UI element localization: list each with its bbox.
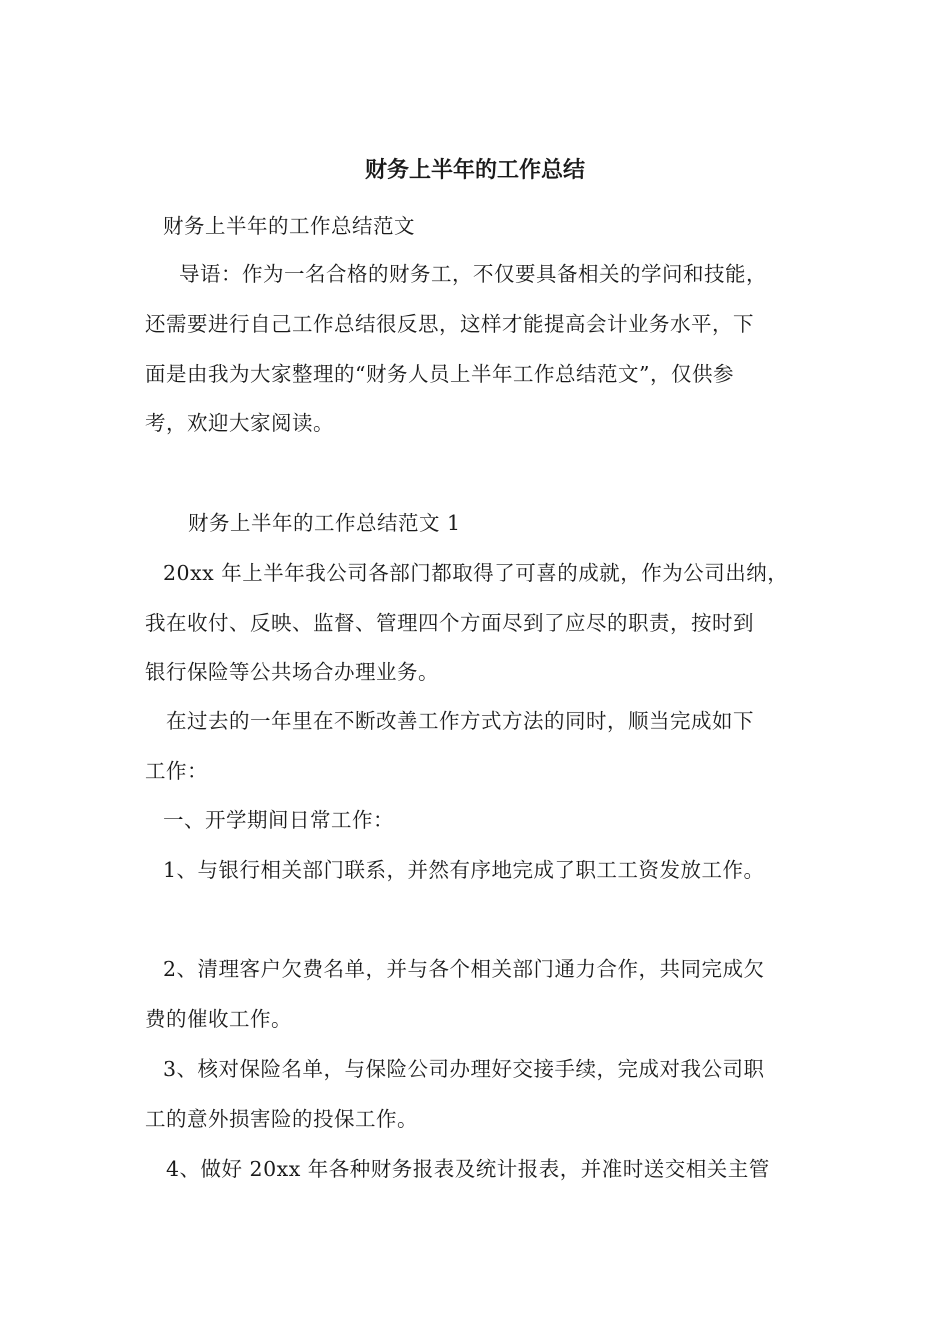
paragraph-line: 面是由我为大家整理的“财务人员上半年工作总结范文”，仅供参 bbox=[145, 362, 734, 386]
subtitle-line: 财务上半年的工作总结范文 bbox=[163, 214, 415, 238]
list-item: 3、核对保险名单，与保险公司办理好交接手续，完成对我公司职 bbox=[163, 1057, 765, 1081]
section-heading: 财务上半年的工作总结范文 1 bbox=[188, 511, 461, 535]
list-item-continuation: 费的催收工作。 bbox=[145, 1007, 292, 1031]
document-title: 财务上半年的工作总结 bbox=[364, 157, 585, 183]
paragraph-line: 20xx 年上半年我公司各部门都取得了可喜的成就，作为公司出纳， bbox=[163, 561, 789, 585]
list-heading: 一、开学期间日常工作： bbox=[163, 808, 394, 832]
paragraph-line: 还需要进行自己工作总结很反思，这样才能提高会计业务水平，下 bbox=[145, 312, 754, 336]
list-item: 4、做好 20xx 年各种财务报表及统计报表，并准时送交相关主管 bbox=[166, 1157, 770, 1181]
list-item-continuation: 工的意外损害险的投保工作。 bbox=[145, 1107, 418, 1131]
paragraph-line: 工作： bbox=[145, 759, 208, 783]
paragraph-line: 导语：作为一名合格的财务工，不仅要具备相关的学问和技能， bbox=[179, 262, 767, 286]
paragraph-line: 考，欢迎大家阅读。 bbox=[145, 411, 334, 435]
paragraph-line: 银行保险等公共场合办理业务。 bbox=[145, 660, 439, 684]
paragraph-line: 在过去的一年里在不断改善工作方式方法的同时，顺当完成如下 bbox=[166, 709, 754, 733]
list-item: 1、与银行相关部门联系，并然有序地完成了职工工资发放工作。 bbox=[163, 858, 765, 882]
list-item: 2、清理客户欠费名单，并与各个相关部门通力合作，共同完成欠 bbox=[163, 957, 765, 981]
paragraph-line: 我在收付、反映、监督、管理四个方面尽到了应尽的职责，按时到 bbox=[145, 611, 754, 635]
